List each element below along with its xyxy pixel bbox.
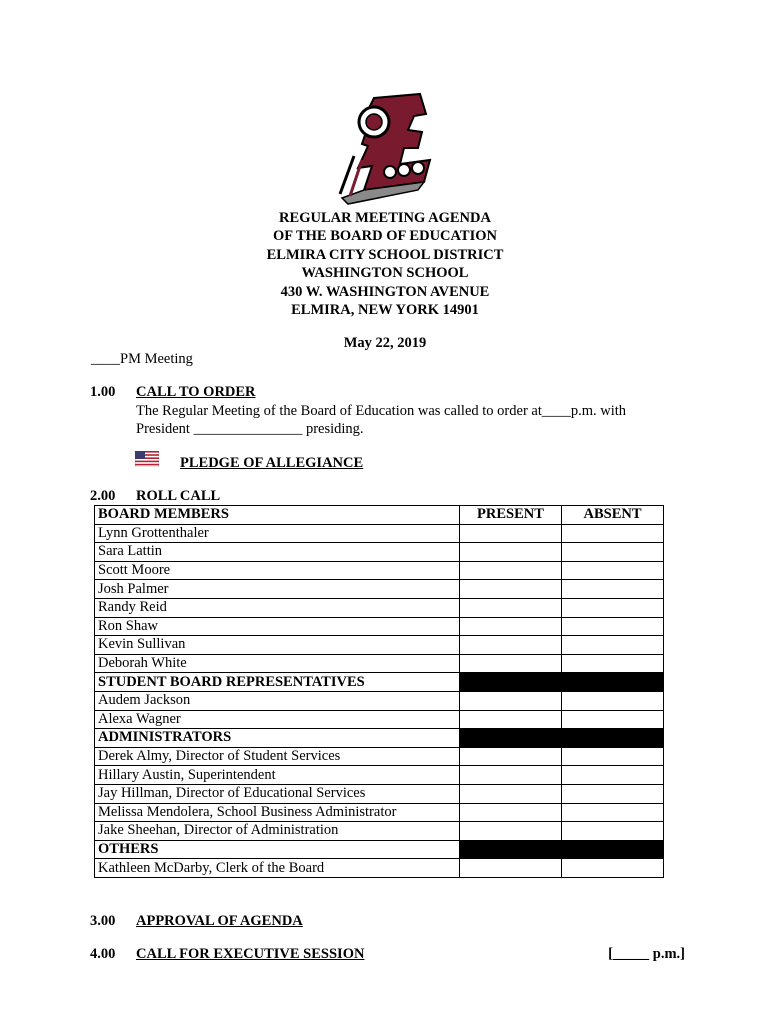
member-name: Sara Lattin — [95, 543, 460, 562]
table-row — [95, 784, 664, 803]
member-name: Lynn Grottenthaler — [95, 524, 460, 543]
executive-session-time: [_____ p.m.] — [608, 946, 685, 962]
table-row — [95, 822, 664, 841]
group-heading: OTHERS — [95, 840, 460, 859]
member-name: Hillary Austin, Superintendent — [95, 766, 460, 785]
member-name: Jay Hillman, Director of Educational Services — [95, 784, 460, 803]
present-column-header: PRESENT — [460, 506, 562, 525]
group-heading: STUDENT BOARD REPRESENTATIVES — [95, 673, 460, 692]
present-cell[interactable] — [460, 580, 562, 599]
member-name: Derek Almy, Director of Student Services — [95, 747, 460, 766]
group-heading: BOARD MEMBERS — [95, 506, 460, 525]
absent-cell[interactable] — [562, 561, 664, 580]
member-name: Randy Reid — [95, 598, 460, 617]
table-row — [95, 691, 664, 710]
present-cell[interactable] — [460, 710, 562, 729]
blocked-cell — [460, 729, 562, 748]
header-line: WASHINGTON SCHOOL — [301, 265, 469, 282]
absent-column-header: ABSENT — [562, 506, 664, 525]
table-row — [95, 580, 664, 599]
table-row — [95, 617, 664, 636]
absent-cell[interactable] — [562, 710, 664, 729]
member-name: Scott Moore — [95, 561, 460, 580]
present-cell[interactable] — [460, 784, 562, 803]
absent-cell[interactable] — [562, 691, 664, 710]
absent-cell[interactable] — [562, 803, 664, 822]
call-to-order-line: The Regular Meeting of the Board of Education was called to order at____p.m. with — [136, 403, 627, 419]
table-row — [95, 859, 664, 878]
blocked-cell — [562, 729, 664, 748]
present-cell[interactable] — [460, 859, 562, 878]
us-flag-icon — [135, 451, 159, 467]
section-number: 3.00 — [90, 913, 116, 929]
present-cell[interactable] — [460, 654, 562, 673]
present-cell[interactable] — [460, 691, 562, 710]
table-header-row — [95, 506, 664, 525]
blocked-cell — [562, 840, 664, 859]
member-name: Ron Shaw — [95, 617, 460, 636]
section-title: APPROVAL OF AGENDA — [136, 913, 303, 929]
present-cell[interactable] — [460, 561, 562, 580]
section-title: CALL FOR EXECUTIVE SESSION — [136, 946, 365, 962]
absent-cell[interactable] — [562, 580, 664, 599]
absent-cell[interactable] — [562, 598, 664, 617]
absent-cell[interactable] — [562, 543, 664, 562]
present-cell[interactable] — [460, 747, 562, 766]
header-line: ELMIRA, NEW YORK 14901 — [291, 302, 479, 319]
absent-cell[interactable] — [562, 617, 664, 636]
present-cell[interactable] — [460, 636, 562, 655]
header-line: OF THE BOARD OF EDUCATION — [273, 228, 497, 245]
absent-cell[interactable] — [562, 654, 664, 673]
present-cell[interactable] — [460, 803, 562, 822]
section-number: 4.00 — [90, 946, 116, 962]
table-row — [95, 543, 664, 562]
group-heading: ADMINISTRATORS — [95, 729, 460, 748]
table-group-row — [95, 729, 664, 748]
member-name: Audem Jackson — [95, 691, 460, 710]
absent-cell[interactable] — [562, 524, 664, 543]
absent-cell[interactable] — [562, 859, 664, 878]
table-row — [95, 636, 664, 655]
table-group-row — [95, 673, 664, 692]
present-cell[interactable] — [460, 617, 562, 636]
pledge-of-allegiance: PLEDGE OF ALLEGIANCE — [180, 455, 364, 471]
header-line: 430 W. WASHINGTON AVENUE — [280, 283, 490, 300]
district-logo — [334, 86, 436, 206]
blocked-cell — [460, 673, 562, 692]
member-name: Josh Palmer — [95, 580, 460, 599]
roll-call-table — [94, 505, 664, 878]
table-group-row — [95, 840, 664, 859]
meeting-date: May 22, 2019 — [343, 335, 427, 351]
table-row — [95, 598, 664, 617]
present-cell[interactable] — [460, 598, 562, 617]
present-cell[interactable] — [460, 766, 562, 785]
table-row — [95, 747, 664, 766]
table-row — [95, 766, 664, 785]
section-title: CALL TO ORDER — [136, 384, 256, 400]
member-name: Alexa Wagner — [95, 710, 460, 729]
member-name: Melissa Mendolera, School Business Administrator — [95, 803, 460, 822]
absent-cell[interactable] — [562, 766, 664, 785]
absent-cell[interactable] — [562, 822, 664, 841]
president-line: President _______________ presiding. — [136, 421, 364, 437]
section-body — [136, 402, 626, 438]
absent-cell[interactable] — [562, 636, 664, 655]
section-number: 1.00 — [90, 384, 116, 400]
member-name: Kevin Sullivan — [95, 636, 460, 655]
present-cell[interactable] — [460, 524, 562, 543]
absent-cell[interactable] — [562, 747, 664, 766]
header-line: REGULAR MEETING AGENDA — [279, 210, 491, 226]
present-cell[interactable] — [460, 543, 562, 562]
blocked-cell — [460, 840, 562, 859]
table-row — [95, 524, 664, 543]
blocked-cell — [562, 673, 664, 692]
member-name: Deborah White — [95, 654, 460, 673]
pm-meeting-line: ____PM Meeting — [91, 351, 193, 367]
agenda-header — [0, 209, 770, 319]
table-row — [95, 654, 664, 673]
section-title: ROLL CALL — [136, 488, 221, 504]
member-name: Jake Sheehan, Director of Administration — [95, 822, 460, 841]
header-line: ELMIRA CITY SCHOOL DISTRICT — [266, 246, 504, 263]
member-name: Kathleen McDarby, Clerk of the Board — [95, 859, 460, 878]
table-row — [95, 803, 664, 822]
table-row — [95, 561, 664, 580]
present-cell[interactable] — [460, 822, 562, 841]
absent-cell[interactable] — [562, 784, 664, 803]
section-number: 2.00 — [90, 488, 116, 504]
table-row — [95, 710, 664, 729]
